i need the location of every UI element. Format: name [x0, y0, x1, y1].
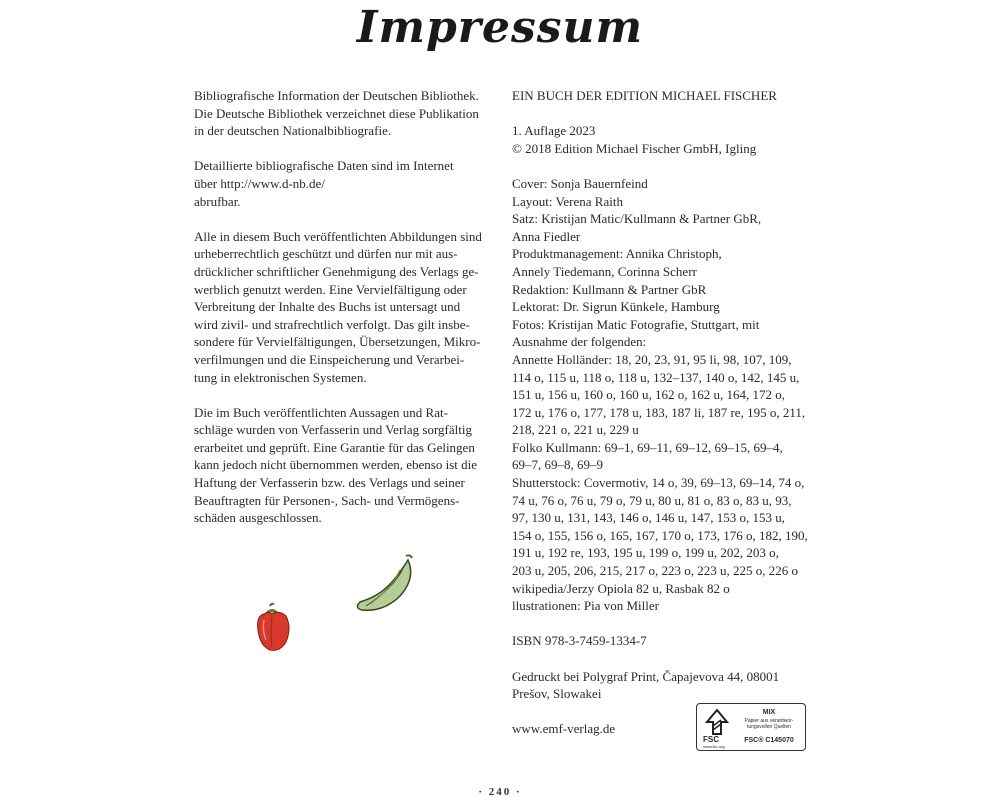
- fsc-description: Papier aus verantwor- tungsvollen Quellen: [744, 718, 794, 730]
- bibliographic-details: Detaillierte bibliografische Daten sind im Internet über http://www.d-nb.de/ abrufbar.: [194, 158, 454, 209]
- page-number: · 240 ·: [478, 786, 522, 798]
- publisher-line: EIN BUCH DER EDITION MICHAEL FISCHER: [512, 88, 777, 103]
- fsc-logo: [696, 703, 806, 751]
- fsc-code: FSC® C145070: [744, 737, 794, 744]
- credits: Cover: Sonja Bauernfeind Layout: Verena Raith Satz: Kristijan Matic/Kullmann & Partner GbR, Anna Fiedler Produktmanagement: Annika Christoph, Annely Tiedemann, Corinna Scherr Redaktion: Kullmann & Partner GbR Lektorat: Dr. Sigrun Künkele, Hamburg Fotos: Kristijan Matic Fotografie, Stuttgart, mit Ausnahme der folgenden: Annette Holländer: 18, 20, 23, 91, 95 li, 98, 107, 109, 114 o, 115 u, 118 o, 118 u, 132–137, 140 o, 142, 145 u, 151 u, 156 u, 160 o, 160 u, 162 o, 162 u, 164, 172 o, 172 u, 176 o, 177, 178 u, 183, 187 li, 187 re, 195 o, 211, 218, 221 o, 221 u, 229 u Folko Kullmann: 69–1, 69–11, 69–12, 69–15, 69–4, 69–7, 69–8, 69–9 Shutterstock: Covermotiv, 14 o, 39, 69–13, 69–14, 74 o, 74 u, 76 o, 76 u, 79 o, 79 u, 80 u, 81 o, 83 o, 83 u, 93, 97, 130 u, 131, 143, 146 o, 146 u, 147, 153 o, 153 u, 154 o, 155, 156 o, 165, 167, 170 o, 173, 176 o, 182, 190, 191 u, 192 re, 193, 195 u, 199 o, 199 u, 202, 203 o, 203 u, 205, 206, 215, 217 o, 223 o, 223 u, 225 o, 226 o wikipedia/Jerzy Opiola 82 u, Rasbak 82 o llustrationen: Pia von Miller: [512, 175, 808, 614]
- liability-disclaimer: Die im Buch veröffentlichten Aussagen und Rat- schläge wurden von Verfasserin und Verlag sorgfältig erarbeitet und geprüft. Eine Garantie für das Gelingen kann jedoch nicht übernommen werden, ebenso ist die Haftung der Verfasserin bzw. des Verlags und seiner Beauftragten für Personen-, Sach- und Vermögens- schäden ausgeschlossen.: [194, 404, 478, 526]
- edition-copyright: 1. Auflage 2023 © 2018 Edition Michael Fischer GmbH, Igling: [512, 123, 757, 156]
- page-title: Impressum: [356, 2, 644, 53]
- right-column: [512, 87, 812, 738]
- fsc-label: FSC: [703, 735, 719, 744]
- pepper-illustration: [252, 602, 294, 654]
- left-column: [194, 87, 494, 527]
- bibliographic-info: Bibliografische Information der Deutschen Bibliothek. Die Deutsche Bibliothek verzeichnet diese Publikation in der deutschen Nationalbibliografie.: [194, 88, 479, 139]
- isbn: ISBN 978-3-7459-1334-7: [512, 633, 647, 649]
- printer-info: Gedruckt bei Polygraf Print, Čapajevova 44, 08001 Prešov, Slowakei: [512, 668, 780, 702]
- copyright-notice: Alle in diesem Buch veröffentlichten Abbildungen sind urheberrechtlich geschützt und dürfen nur mit aus- drücklicher schriftlicher Genehmigung des Verlags ge- werblich genutzt werden. Eine Vervielfältigung oder Verbreitung der Inhalte des Buchs ist untersagt und wird zivil- und strafrechtlich verfolgt. Das gilt insbe- sondere für Vervielfältigungen, Übersetzungen, Mikro- verfilmungen und die Einspeicherung und Verarbei- tung in elektronischen Systemen.: [194, 228, 482, 385]
- fsc-mix: MIX: [762, 709, 776, 716]
- cucumber-illustration: [352, 552, 418, 618]
- fsc-tree-icon: [703, 708, 731, 736]
- website: www.emf-verlag.de: [512, 721, 616, 737]
- fsc-website: www.fsc.org: [703, 744, 725, 749]
